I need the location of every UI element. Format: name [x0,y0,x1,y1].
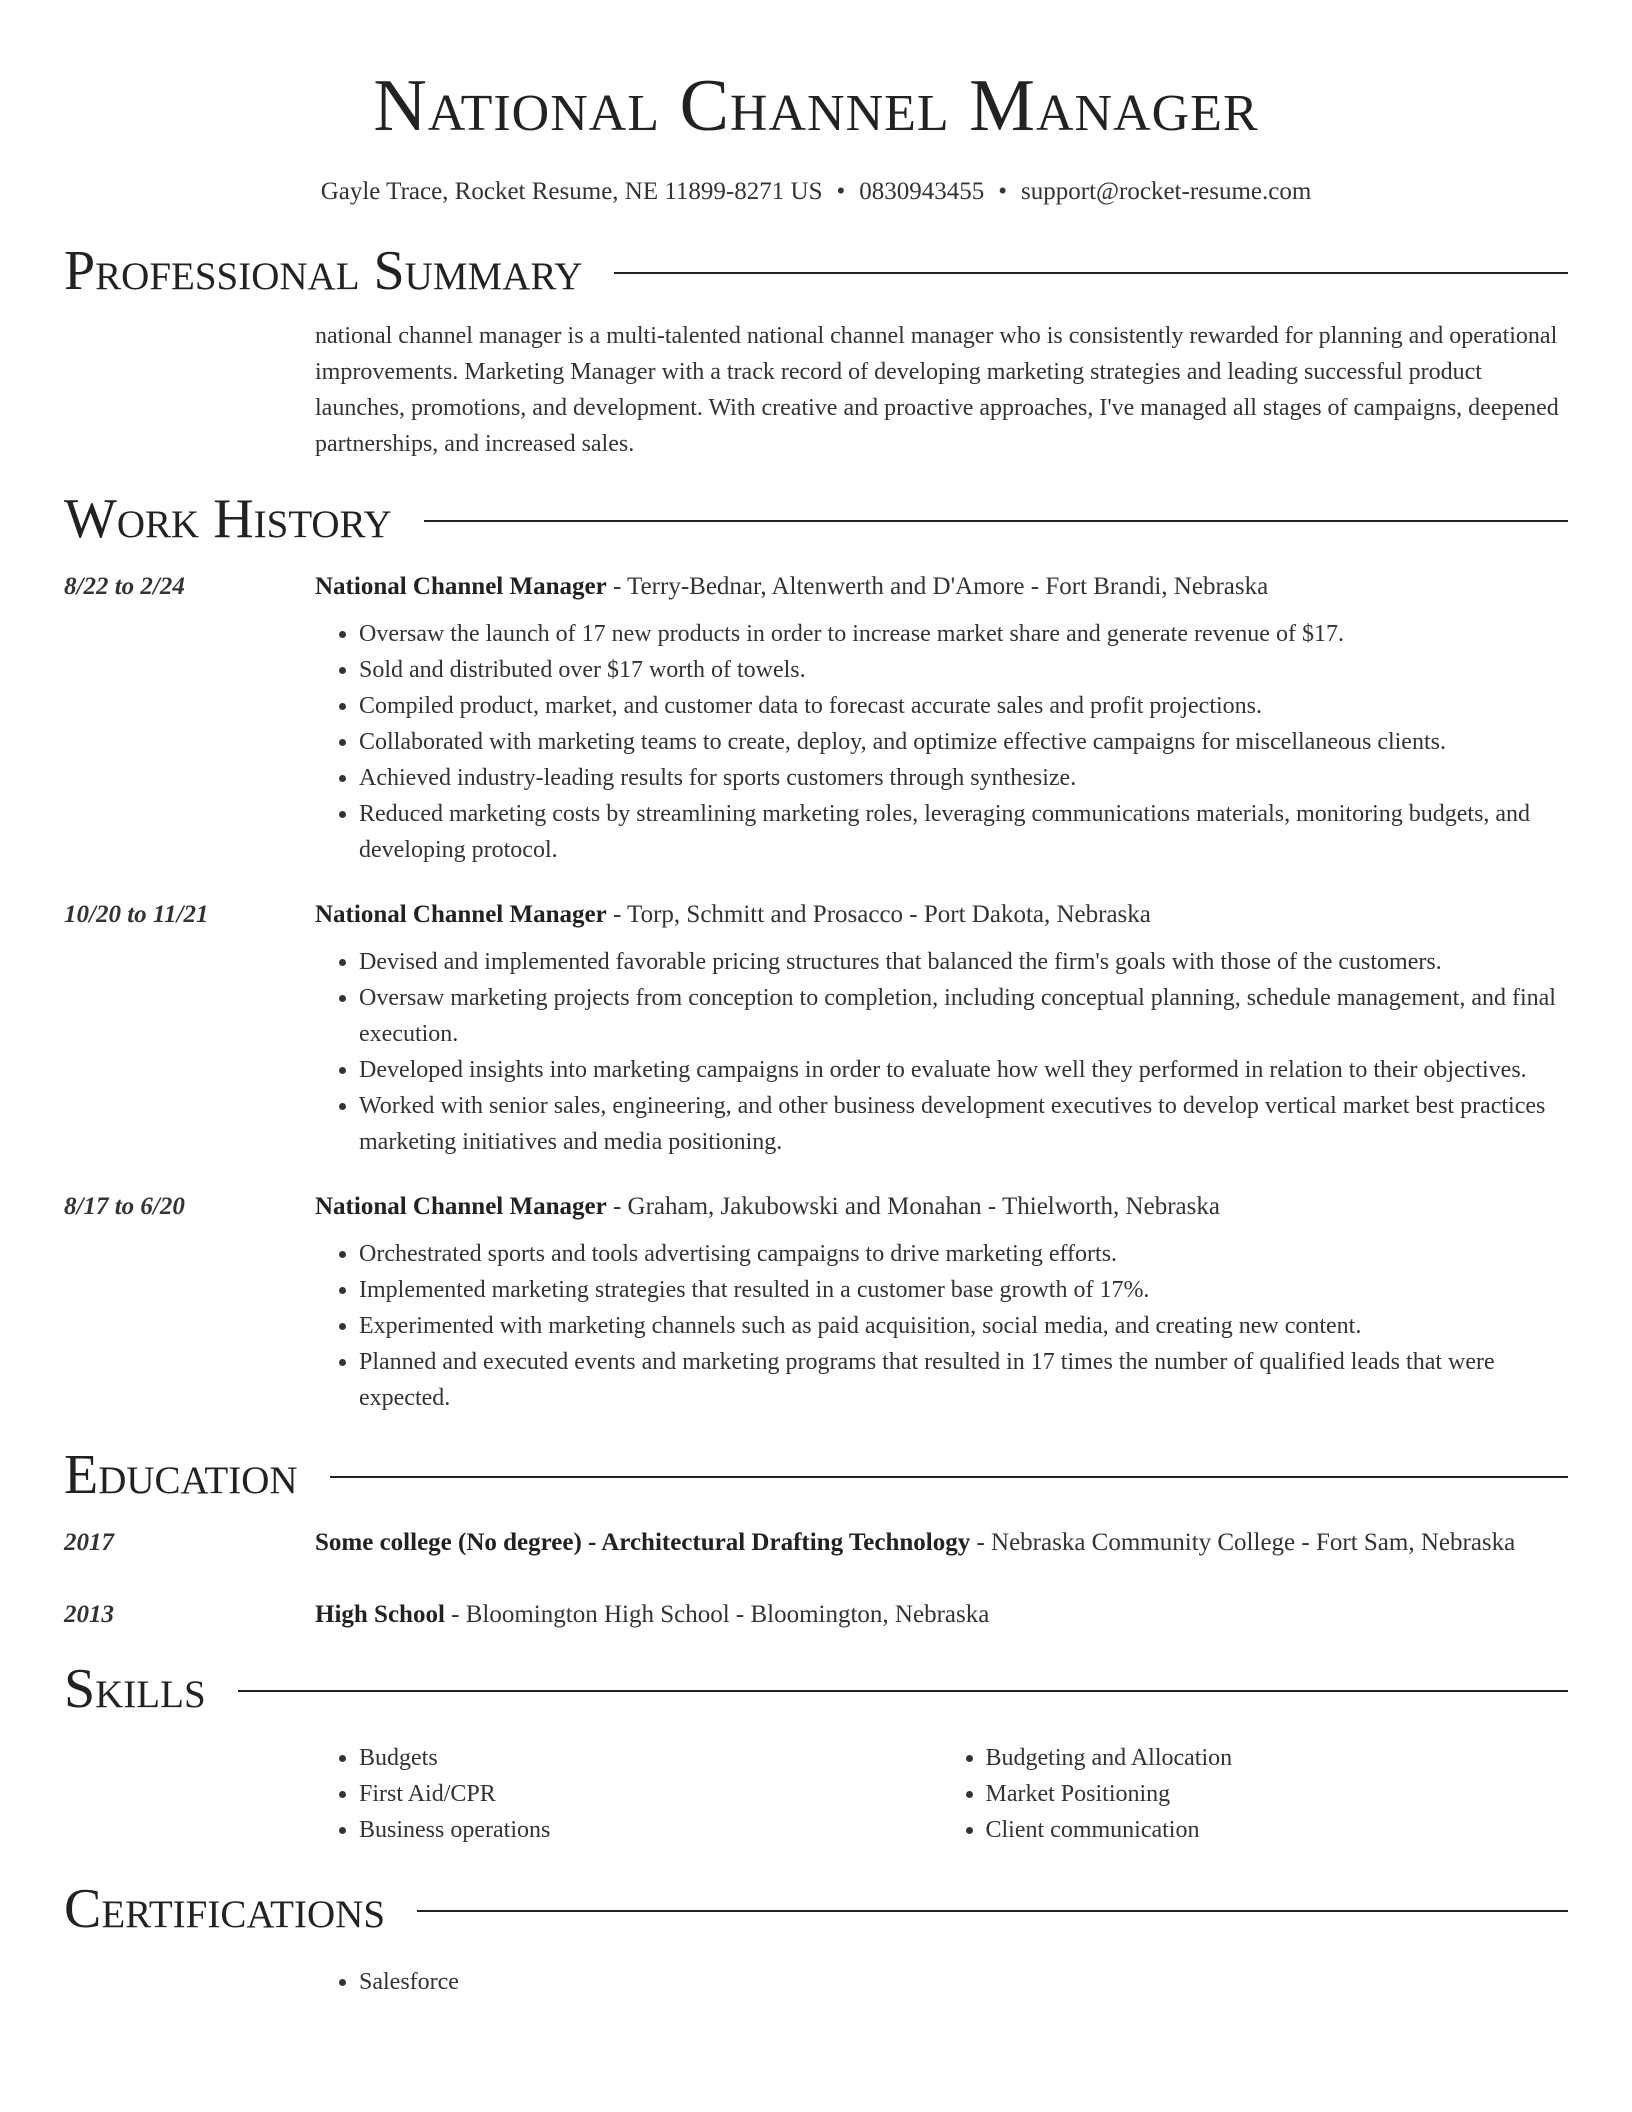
work-title-line [315,568,1568,606]
section-work-header [64,486,1568,552]
section-divider [238,1690,1568,1692]
work-entry [64,568,1568,868]
section-title: Skills [64,1658,206,1720]
list-item: • Collaborated with marketing teams to create, deploy, and optimize effective campaigns for miscellaneous clients. [359,724,1568,760]
list-item: • Oversaw the launch of 17 new products in order to increase market share and generate revenue of $17. [359,616,1568,652]
contact-email: support@rocket-resume.com [1021,178,1312,205]
list-item: • Developed insights into marketing campaigns in order to evaluate how well they performed in relation to their objectives. [359,1052,1568,1088]
education-body [315,1524,1568,1562]
certifications-items [315,1964,1568,2000]
section-divider [417,1910,1568,1912]
section-skills-header [64,1656,1568,1722]
job-details: - Graham, Jakubowski and Monahan - Thielworth, Nebraska [606,1193,1220,1220]
work-date: 8/22 to 2/24 [64,573,185,600]
work-bullets [315,1236,1568,1416]
skills-column-right [942,1740,1569,1848]
summary-text: national channel manager is a multi-talented national channel manager who is consistently rewarded for planning and operational improvements. Marketing Manager with a track record of developing marketing strategies and leading successful product launches, promotions, and development. With creative and proactive approaches, I've managed all stages of campaigns, deepened partnerships, and increased sales. [315,323,1559,457]
list-item: • Achieved industry-leading results for sports customers through synthesize. [359,760,1568,796]
job-details: - Torp, Schmitt and Prosacco - Port Dakota, Nebraska [606,901,1151,928]
work-entry [64,896,1568,1160]
degree-title: Some college (No degree) - Architectural Drafting Technology [315,1529,971,1556]
list-item: • Client communication [986,1812,1569,1848]
list-item: • Business operations [359,1812,942,1848]
list-item: • Worked with senior sales, engineering, and other business development executives to develop vertical market best practices marketing initiatives and media positioning. [359,1088,1568,1160]
list-item: • Compiled product, market, and customer data to forecast accurate sales and profit projections. [359,688,1568,724]
contact-separator: • [836,178,846,205]
section-title: Certifications [64,1878,386,1940]
list-item: • Experimented with marketing channels such as paid acquisition, social media, and creating new content. [359,1308,1568,1344]
list-item: • Oversaw marketing projects from conception to completion, including conceptual planning, schedule management, and final execution. [359,980,1568,1052]
contact-address: Gayle Trace, Rocket Resume, NE 11899-8271 US [320,178,823,205]
job-title: National Channel Manager [315,573,607,600]
work-body [315,1188,1568,1416]
work-date: 8/17 to 6/20 [64,1193,185,1220]
certifications-list [315,1964,1568,2000]
section-certifications-header [64,1876,1568,1942]
resume-title: National Channel Manager [373,65,1259,147]
work-bullets [315,616,1568,868]
section-education-header [64,1442,1568,1508]
work-title-line [315,1188,1568,1226]
list-item: • Sold and distributed over $17 worth of towels. [359,652,1568,688]
section-title: Education [64,1444,298,1506]
skills-column-left [315,1740,942,1848]
education-entry [64,1596,1568,1634]
school-details: - Nebraska Community College - Fort Sam, Nebraska [970,1529,1516,1556]
list-item: • Reduced marketing costs by streamlining marketing roles, leveraging communications materials, monitoring budgets, and developing protocol. [359,796,1568,868]
contact-line [64,176,1568,208]
list-item: • Orchestrated sports and tools advertising campaigns to drive marketing efforts. [359,1236,1568,1272]
section-divider [424,520,1568,522]
job-title: National Channel Manager [315,901,607,928]
list-item: • Implemented marketing strategies that resulted in a customer base growth of 17%. [359,1272,1568,1308]
list-item: • First Aid/CPR [359,1776,942,1812]
work-body [315,568,1568,868]
list-item: • Budgeting and Allocation [986,1740,1569,1776]
education-date: 2017 [64,1529,114,1556]
contact-separator: • [998,178,1008,205]
job-title: National Channel Manager [315,1193,607,1220]
resume-page [64,0,1568,2000]
work-title-line [315,896,1568,934]
list-item: • Planned and executed events and marketing programs that resulted in 17 times the number of qualified leads that were expected. [359,1344,1568,1416]
section-title: Work History [64,488,392,550]
job-details: - Terry-Bednar, Altenwerth and D'Amore - Fort Brandi, Nebraska [606,573,1269,600]
section-divider [330,1476,1568,1478]
section-divider [614,272,1568,274]
list-item: • Budgets [359,1740,942,1776]
education-title-line [315,1524,1568,1562]
school-details: - Bloomington High School - Bloomington, Nebraska [444,1601,990,1628]
list-item: • Market Positioning [986,1776,1569,1812]
education-title-line [315,1596,1568,1634]
education-date: 2013 [64,1601,114,1628]
skills-list [315,1740,1568,1848]
contact-phone: 0830943455 [859,178,985,205]
work-body [315,896,1568,1160]
list-item: • Salesforce [359,1964,1568,2000]
section-title: Professional Summary [64,240,583,302]
work-date: 10/20 to 11/21 [64,901,209,928]
work-bullets [315,944,1568,1160]
list-item: • Devised and implemented favorable pricing structures that balanced the firm's goals with those of the customers. [359,944,1568,980]
education-body [315,1596,1568,1634]
section-summary-header [64,238,1568,304]
degree-title: High School [315,1601,445,1628]
education-entry [64,1524,1568,1562]
work-entry [64,1188,1568,1416]
